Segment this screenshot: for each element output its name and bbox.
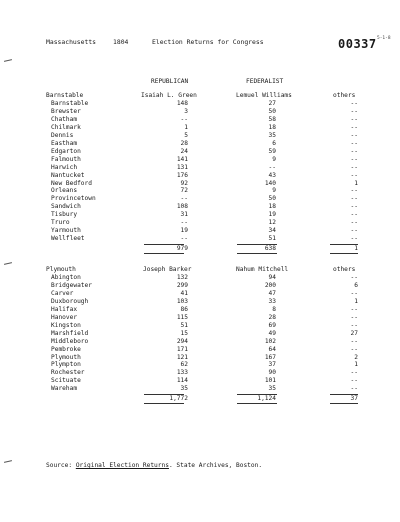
vote-federalist: 200 <box>264 281 276 289</box>
town-name: Harwich <box>51 163 78 171</box>
vote-federalist: -- <box>268 163 276 171</box>
table-row <box>0 235 400 243</box>
vote-republican: 131 <box>176 163 188 171</box>
vote-republican: 31 <box>180 211 188 219</box>
table-row <box>0 298 400 306</box>
vote-others: 1 <box>354 297 358 305</box>
table-row <box>0 314 400 322</box>
candidate-federalist: Lemuel Williams <box>236 92 292 99</box>
county-section-barnstable <box>0 92 400 252</box>
table-row <box>0 116 400 124</box>
total-republican: 979 <box>176 244 188 252</box>
margin-mark <box>4 460 12 463</box>
vote-republican: 108 <box>176 203 188 211</box>
town-name: Hanover <box>51 313 78 321</box>
vote-others: -- <box>350 227 358 235</box>
margin-mark <box>4 59 12 62</box>
vote-federalist: 8 <box>272 305 276 313</box>
county-name: Plymouth <box>46 266 76 273</box>
header-state: Massachusetts <box>46 38 97 46</box>
source-note <box>46 462 262 470</box>
vote-republican: 114 <box>176 377 188 385</box>
vote-others: -- <box>350 219 358 227</box>
table-row <box>0 132 400 140</box>
vote-republican: 141 <box>176 155 188 163</box>
town-name: Middleboro <box>51 337 89 345</box>
town-name: Provincetown <box>51 195 96 203</box>
vote-federalist: 47 <box>268 289 276 297</box>
vote-others: -- <box>350 203 358 211</box>
vote-others: -- <box>350 211 358 219</box>
total-underline <box>237 253 277 254</box>
vote-federalist: 35 <box>268 385 276 393</box>
total-underline <box>144 253 184 254</box>
town-name: Falmouth <box>51 155 81 163</box>
vote-federalist: 50 <box>268 107 276 115</box>
vote-federalist: 49 <box>268 329 276 337</box>
total-underline <box>330 253 358 254</box>
vote-republican: -- <box>180 235 188 243</box>
vote-others: -- <box>350 377 358 385</box>
table-row <box>0 227 400 235</box>
vote-federalist: 58 <box>268 115 276 123</box>
table-row <box>0 108 400 116</box>
vote-others: -- <box>350 385 358 393</box>
header-title: Election Returns for Congress <box>152 38 264 46</box>
archive-stamp-number: 00337 <box>338 37 377 51</box>
vote-federalist: 12 <box>268 219 276 227</box>
table-row <box>0 354 400 362</box>
vote-others: -- <box>350 337 358 345</box>
vote-others: -- <box>350 345 358 353</box>
town-name: Wareham <box>51 385 78 393</box>
vote-others: 2 <box>354 353 358 361</box>
table-row <box>0 203 400 211</box>
vote-federalist: 37 <box>268 361 276 369</box>
town-name: Chatham <box>51 115 78 123</box>
vote-republican: 19 <box>180 227 188 235</box>
vote-others: -- <box>350 100 358 107</box>
vote-federalist: 51 <box>268 235 276 243</box>
source-rest: . State Archives, Boston. <box>168 462 263 469</box>
total-republican: 1,772 <box>169 394 188 402</box>
vote-federalist: 18 <box>268 123 276 131</box>
table-row <box>0 322 400 330</box>
town-name: Edgarton <box>51 147 81 155</box>
party-header-republican: REPUBLICAN <box>151 78 189 85</box>
vote-federalist: 167 <box>264 353 276 361</box>
archive-stamp-small: 5-1-8 <box>377 36 391 41</box>
vote-federalist: 140 <box>264 179 276 187</box>
vote-republican: 41 <box>180 289 188 297</box>
vote-others: -- <box>350 274 358 281</box>
vote-republican: 299 <box>176 281 188 289</box>
table-row <box>0 274 400 282</box>
vote-others: -- <box>350 163 358 171</box>
table-row <box>0 148 400 156</box>
vote-republican: 86 <box>180 305 188 313</box>
vote-others: 1 <box>354 361 358 369</box>
vote-republican: 121 <box>176 353 188 361</box>
vote-republican: 3 <box>184 107 188 115</box>
vote-federalist: 102 <box>264 337 276 345</box>
vote-republican: 294 <box>176 337 188 345</box>
vote-federalist: 43 <box>268 171 276 179</box>
vote-federalist: 6 <box>272 139 276 147</box>
vote-others: 27 <box>350 329 358 337</box>
vote-federalist: 94 <box>268 274 276 281</box>
vote-republican: 176 <box>176 171 188 179</box>
vote-others: -- <box>350 171 358 179</box>
town-name: Plympton <box>51 361 81 369</box>
town-name: Wellfleet <box>51 235 85 243</box>
table-row <box>0 282 400 290</box>
candidate-others: others <box>333 266 356 273</box>
vote-federalist: 18 <box>268 203 276 211</box>
table-row <box>0 290 400 298</box>
town-name: Rochester <box>51 369 85 377</box>
town-name: New Bedford <box>51 179 92 187</box>
town-name: Barnstable <box>51 100 89 107</box>
town-name: Yarmouth <box>51 227 81 235</box>
vote-federalist: 50 <box>268 195 276 203</box>
totals-row <box>0 245 400 253</box>
vote-others: -- <box>350 195 358 203</box>
vote-others: 6 <box>354 281 358 289</box>
town-name: Chilmark <box>51 123 81 131</box>
vote-federalist: 69 <box>268 321 276 329</box>
vote-others: -- <box>350 289 358 297</box>
candidate-republican: Isaiah L. Green <box>141 92 197 99</box>
town-name: Carver <box>51 289 74 297</box>
town-name: Plymouth <box>51 353 81 361</box>
vote-federalist: 9 <box>272 187 276 195</box>
vote-republican: 72 <box>180 187 188 195</box>
table-row <box>0 219 400 227</box>
table-row <box>0 156 400 164</box>
table-row <box>0 369 400 377</box>
table-row <box>0 195 400 203</box>
town-name: Bridgewater <box>51 281 92 289</box>
vote-republican: 132 <box>176 274 188 281</box>
town-name: Tisbury <box>51 211 78 219</box>
header-year: 1804 <box>113 38 129 46</box>
total-underline <box>330 403 358 404</box>
vote-others: -- <box>350 313 358 321</box>
town-name: Pembroke <box>51 345 81 353</box>
vote-republican: 115 <box>176 313 188 321</box>
table-row <box>0 377 400 385</box>
vote-others: -- <box>350 305 358 313</box>
town-name: Eastham <box>51 139 78 147</box>
total-federalist: 638 <box>264 244 276 252</box>
town-name: Abington <box>51 274 81 281</box>
table-row <box>0 385 400 393</box>
vote-others: -- <box>350 107 358 115</box>
vote-federalist: 90 <box>268 369 276 377</box>
vote-republican: 133 <box>176 369 188 377</box>
vote-others: -- <box>350 321 358 329</box>
vote-republican: 1 <box>184 123 188 131</box>
vote-republican: 171 <box>176 345 188 353</box>
candidate-others: others <box>333 92 356 99</box>
source-label: Source: <box>46 462 73 469</box>
vote-others: -- <box>350 131 358 139</box>
vote-others: -- <box>350 187 358 195</box>
margin-mark <box>4 262 12 265</box>
source-title: Original Election Returns <box>75 462 169 469</box>
table-row <box>0 164 400 172</box>
county-section-plymouth <box>0 266 400 406</box>
table-row <box>0 187 400 195</box>
vote-federalist: 28 <box>268 313 276 321</box>
table-row <box>0 338 400 346</box>
vote-federalist: 19 <box>268 211 276 219</box>
vote-others: -- <box>350 115 358 123</box>
table-row <box>0 180 400 188</box>
town-name: Orleans <box>51 187 78 195</box>
town-name: Halifax <box>51 305 78 313</box>
vote-republican: 51 <box>180 321 188 329</box>
vote-federalist: 27 <box>268 100 276 107</box>
vote-others: -- <box>350 139 358 147</box>
vote-republican: 28 <box>180 139 188 147</box>
vote-federalist: 64 <box>268 345 276 353</box>
table-row <box>0 346 400 354</box>
vote-federalist: 59 <box>268 147 276 155</box>
town-name: Sandwich <box>51 203 81 211</box>
table-row <box>0 361 400 369</box>
vote-republican: 24 <box>180 147 188 155</box>
town-name: Truro <box>51 219 70 227</box>
total-others: 37 <box>350 394 358 402</box>
total-underline <box>237 403 277 404</box>
table-row <box>0 172 400 180</box>
vote-republican: 5 <box>184 131 188 139</box>
vote-federalist: 35 <box>268 131 276 139</box>
total-others: 1 <box>354 244 358 252</box>
vote-federalist: 101 <box>264 377 276 385</box>
vote-others: -- <box>350 235 358 243</box>
town-name: Kingston <box>51 321 81 329</box>
town-name: Nantucket <box>51 171 85 179</box>
town-name: Marshfield <box>51 329 89 337</box>
candidate-federalist: Nahum Mitchell <box>236 266 289 273</box>
party-header-federalist: FEDERALIST <box>246 78 284 85</box>
table-row <box>0 124 400 132</box>
vote-republican: 148 <box>176 100 188 107</box>
vote-republican: -- <box>180 115 188 123</box>
vote-republican: -- <box>180 195 188 203</box>
vote-federalist: 9 <box>272 155 276 163</box>
vote-others: -- <box>350 147 358 155</box>
vote-republican: 62 <box>180 361 188 369</box>
town-name: Dennis <box>51 131 74 139</box>
vote-republican: 103 <box>176 297 188 305</box>
total-federalist: 1,124 <box>257 394 276 402</box>
table-row <box>0 100 400 108</box>
table-row <box>0 330 400 338</box>
town-name: Scituate <box>51 377 81 385</box>
table-row <box>0 306 400 314</box>
total-underline <box>144 403 184 404</box>
vote-republican: 15 <box>180 329 188 337</box>
vote-federalist: 34 <box>268 227 276 235</box>
table-row <box>0 211 400 219</box>
totals-row <box>0 395 400 403</box>
town-name: Duxborough <box>51 297 89 305</box>
candidate-republican: Joseph Barker <box>143 266 192 273</box>
vote-federalist: 33 <box>268 297 276 305</box>
vote-republican: 35 <box>180 385 188 393</box>
vote-others: -- <box>350 155 358 163</box>
vote-republican: -- <box>180 219 188 227</box>
vote-others: -- <box>350 369 358 377</box>
county-name: Barnstable <box>46 92 84 99</box>
town-name: Brewster <box>51 107 81 115</box>
vote-others: -- <box>350 123 358 131</box>
table-row <box>0 140 400 148</box>
vote-others: 1 <box>354 179 358 187</box>
vote-republican: 92 <box>180 179 188 187</box>
